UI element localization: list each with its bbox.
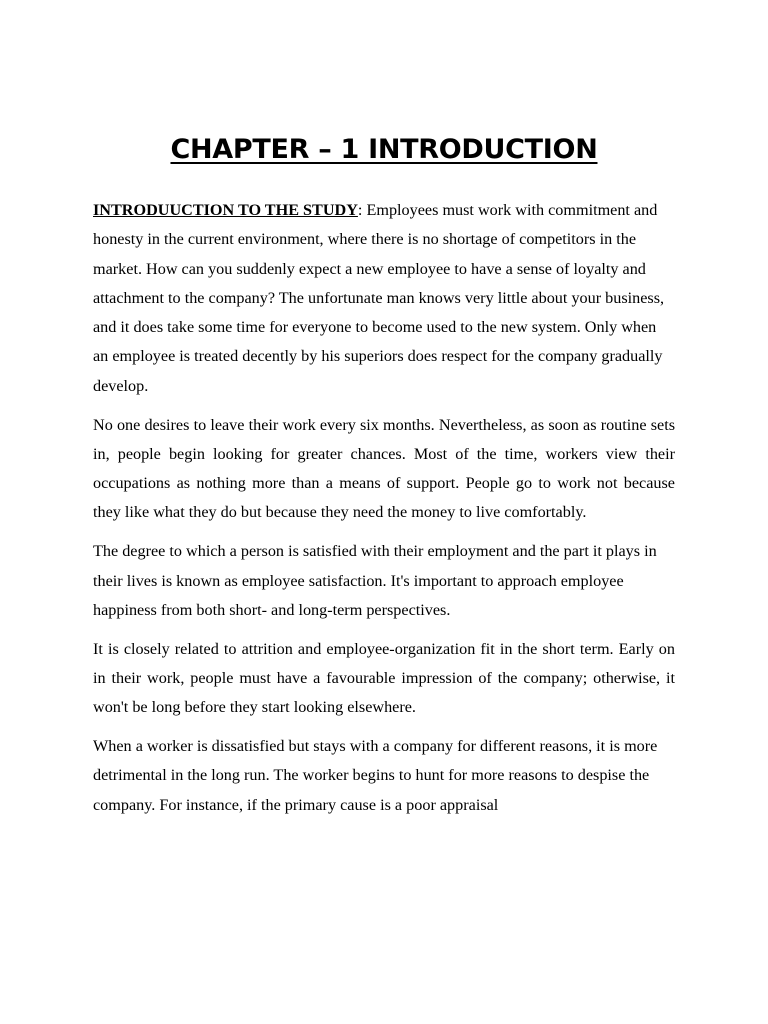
paragraph-3: The degree to which a person is satisfied with their employment and the part it plays in their lives is known as employee satisfaction. It's important to approach employee happiness from both short- and long-term perspectives.	[93, 542, 657, 619]
study-heading-label: INTRODUUCTION TO THE STUDY	[93, 201, 358, 219]
paragraph-5: When a worker is dissatisfied but stays with a company for different reasons, it is more detrimental in the long run. The worker begins to hunt for more reasons to despise the company. For instance, if the primary cause is a poor appraisal	[93, 737, 658, 814]
paragraph-introduction	[93, 196, 675, 401]
paragraph-2: No one desires to leave their work every six months. Nevertheless, as soon as routine sets in, people begin looking for greater chances. Most of the time, workers view their occupations as nothing more than a means of support. People go to work not because they like what they do but because they need the money to live comfortably.	[93, 415, 675, 522]
paragraph-introduction-text: : Employees must work with commitment and honesty in the current environment, where there is no shortage of competitors in the market. How can you suddenly expect a new employee to have a sense of loyalty and attachment to the company? The unfortunate man knows very little about your business, and it does take some time for everyone to become used to the new system. Only when an employee is treated decently by his superiors does respect for the company gradually develop.	[93, 201, 665, 395]
paragraph-4: It is closely related to attrition and employee-organization fit in the short term. Early on in their work, people must have a favourable impression of the company; otherwise, it won't be long before they start looking elsewhere.	[93, 639, 675, 717]
document-body	[93, 196, 675, 829]
chapter-title: CHAPTER – 1 INTRODUCTION	[170, 134, 598, 165]
